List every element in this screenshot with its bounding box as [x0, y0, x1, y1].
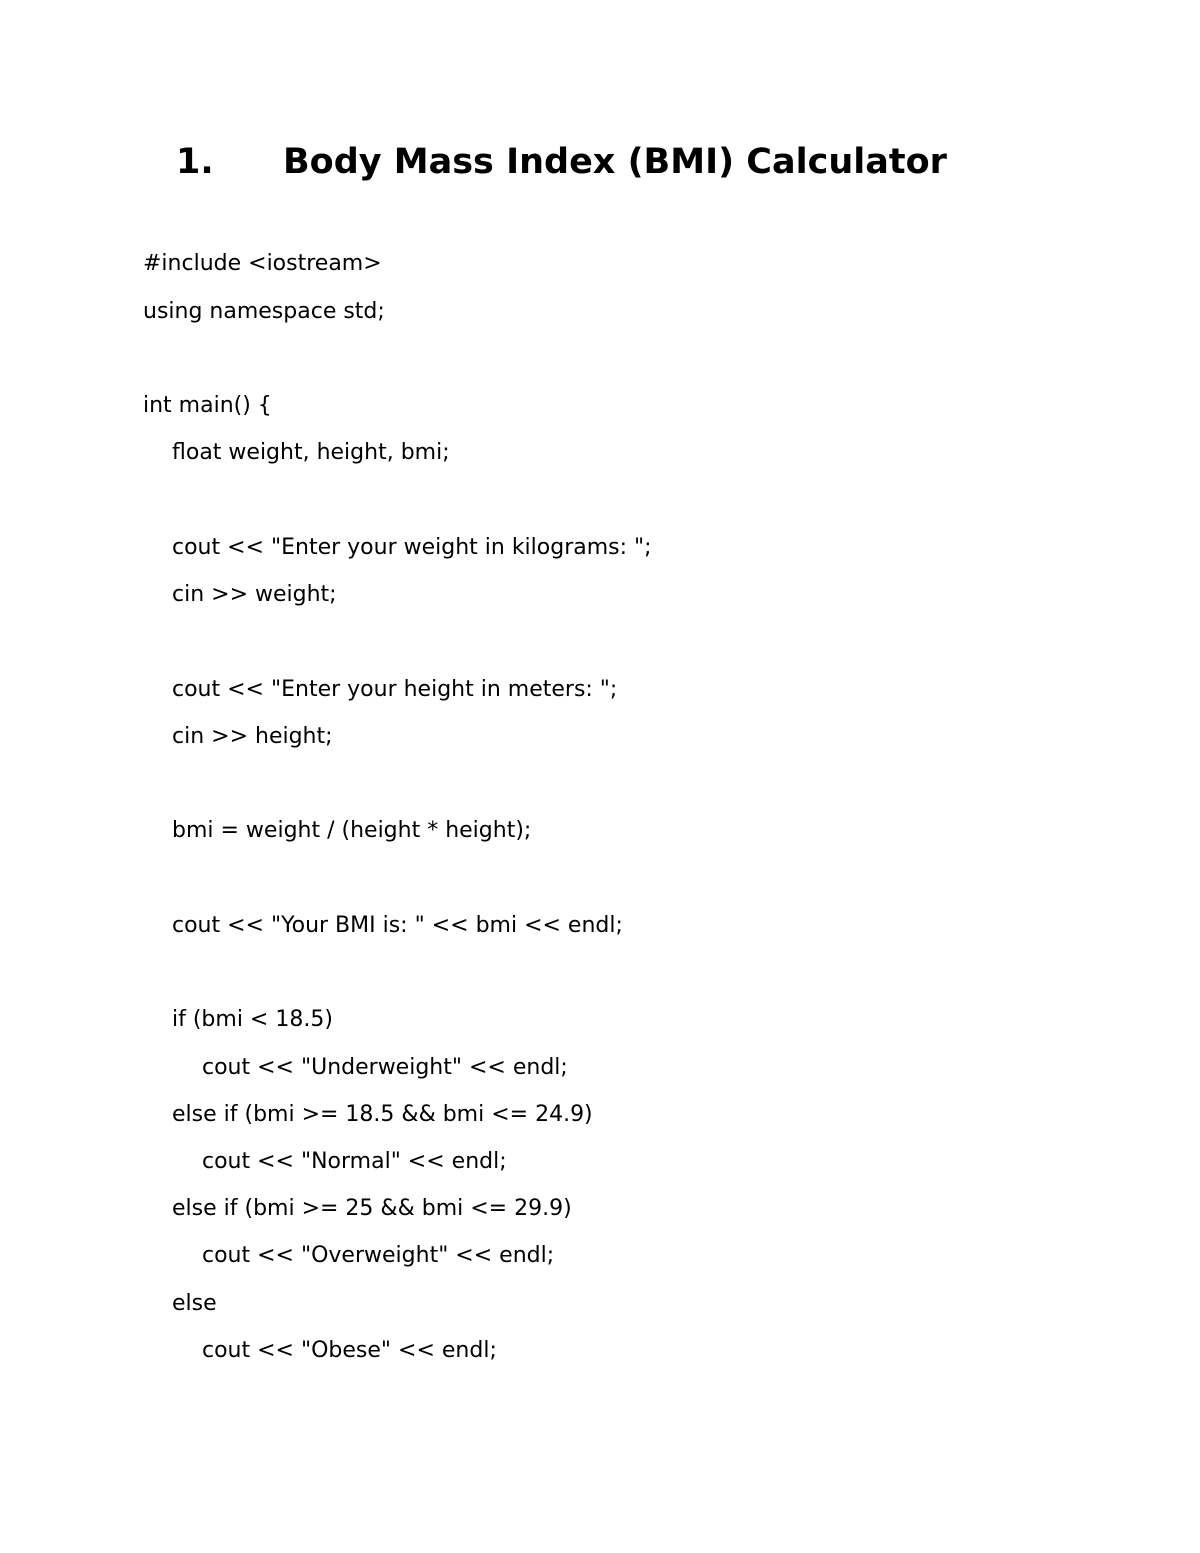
code-line-bmi-calculation: bmi = weight / (height * height); — [172, 818, 532, 843]
code-line-else: else — [172, 1291, 217, 1316]
code-line-height-input: cin >> height; — [172, 724, 333, 749]
code-line-else-if-overweight: else if (bmi >= 25 && bmi <= 29.9) — [172, 1196, 572, 1221]
code-line-underweight-output: cout << "Underweight" << endl; — [202, 1055, 568, 1080]
section-title: Body Mass Index (BMI) Calculator — [283, 142, 947, 182]
code-line-include: #include <iostream> — [143, 251, 382, 276]
code-line-main-signature: int main() { — [143, 393, 272, 418]
section-number: 1. — [176, 142, 214, 182]
code-line-height-prompt: cout << "Enter your height in meters: "; — [172, 677, 618, 702]
code-line-using-namespace: using namespace std; — [143, 299, 385, 324]
code-line-else-if-normal: else if (bmi >= 18.5 && bmi <= 24.9) — [172, 1102, 593, 1127]
code-line-variable-declaration: float weight, height, bmi; — [172, 440, 450, 465]
code-line-if-underweight: if (bmi < 18.5) — [172, 1007, 333, 1032]
code-line-weight-input: cin >> weight; — [172, 582, 337, 607]
code-line-weight-prompt: cout << "Enter your weight in kilograms: "; — [172, 535, 652, 560]
code-line-overweight-output: cout << "Overweight" << endl; — [202, 1243, 555, 1268]
code-line-bmi-output: cout << "Your BMI is: " << bmi << endl; — [172, 913, 623, 938]
code-line-obese-output: cout << "Obese" << endl; — [202, 1338, 497, 1363]
section-heading — [176, 140, 947, 184]
code-line-normal-output: cout << "Normal" << endl; — [202, 1149, 507, 1174]
